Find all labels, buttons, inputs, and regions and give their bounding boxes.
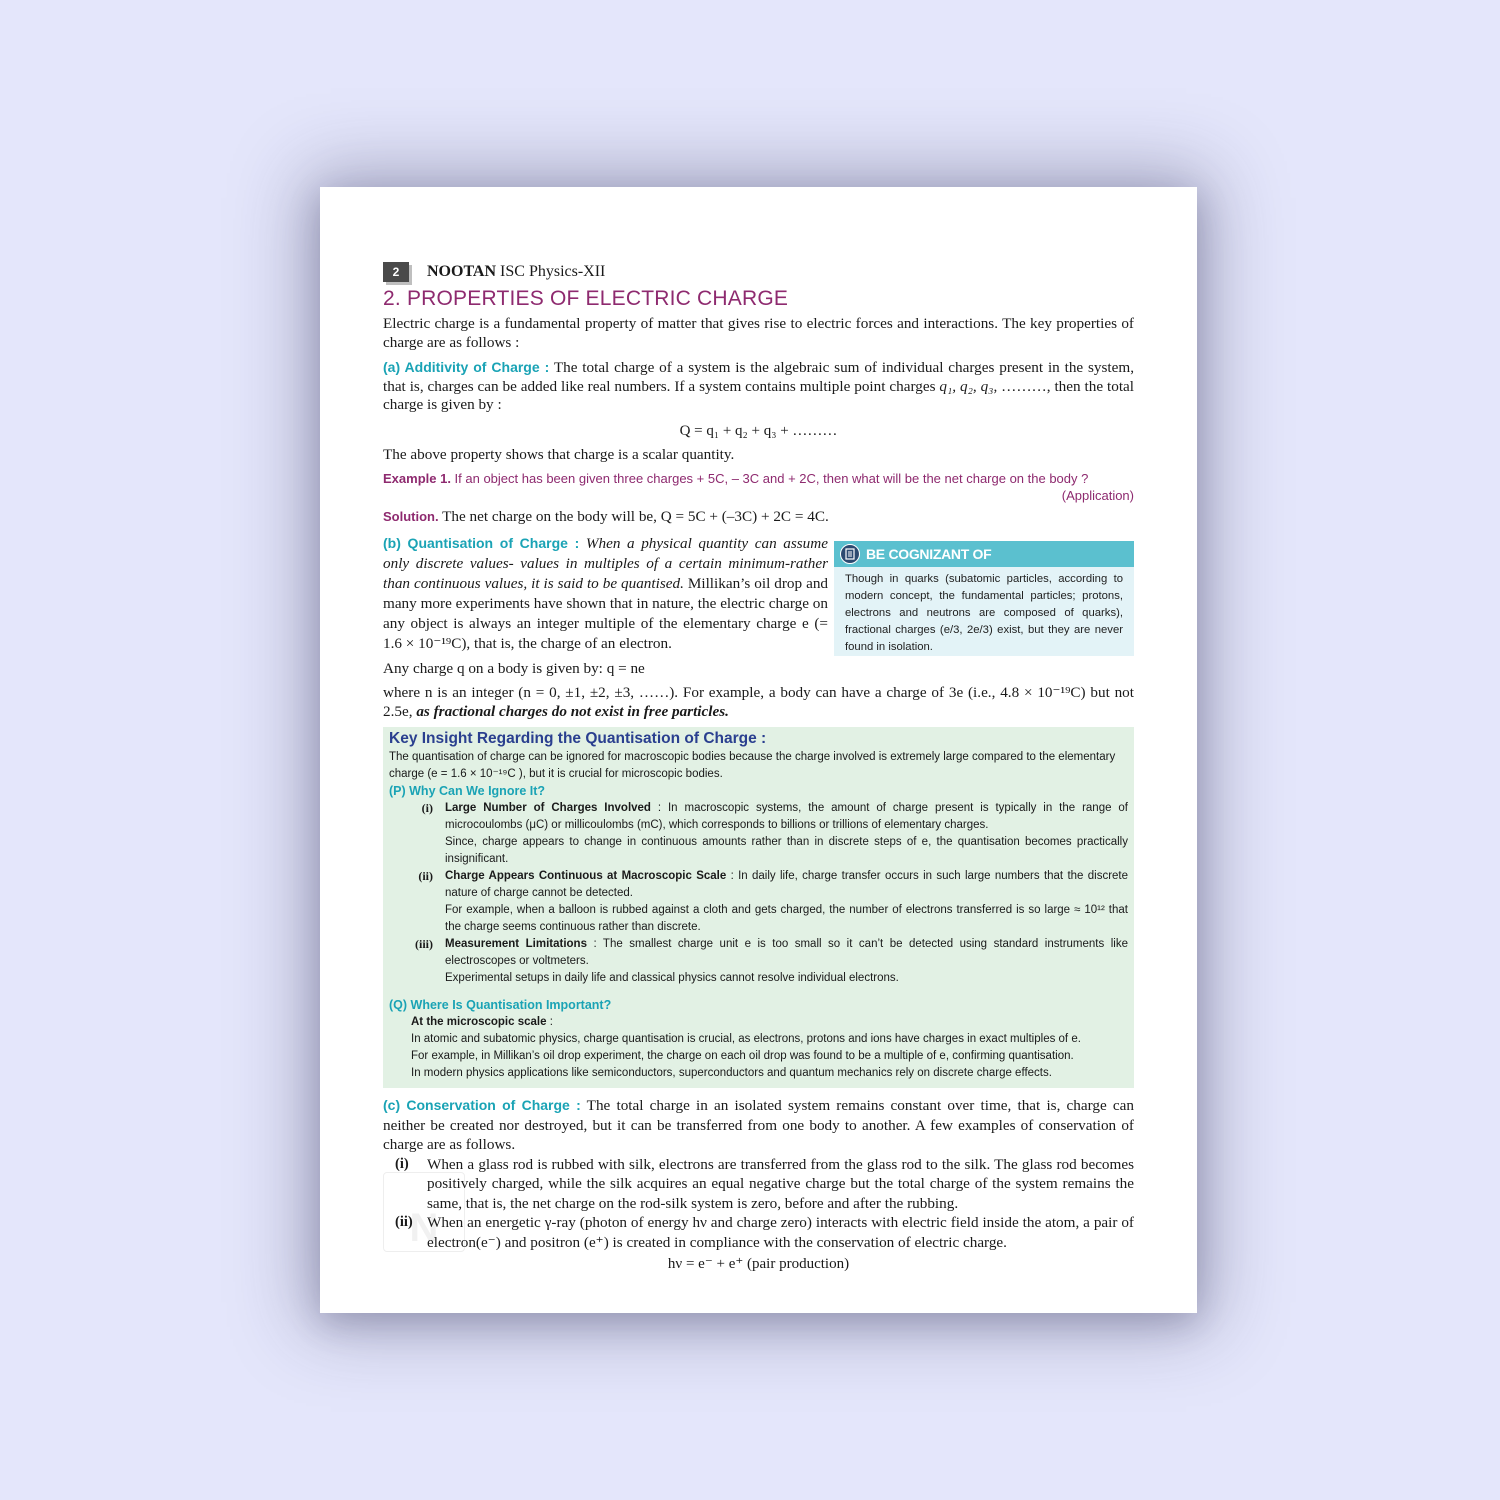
section-title: 2. PROPERTIES OF ELECTRIC CHARGE [383, 287, 789, 310]
watermark-logo: N [383, 1172, 465, 1252]
conservation-item: (ii) When an energetic γ-ray (photon of energy hν and charge zero) interacts with electric field inside the atom, a pair of electron(e⁻) and positron (e⁺) is created in compliance with the conservation of electric charge. [395, 1214, 1134, 1251]
quantisation-formula: Any charge q on a body is given by: q = ne [383, 659, 645, 677]
conservation-item: (i) When a glass rod is rubbed with silk, electrons are transferred from the glass rod to the silk. The glass rod becomes positively charged, while the silk acquires an equal negative charge but the total charge of the system remains the same, that is, the net charge on the rod-silk system is zero, before and after the rubbing. [395, 1155, 1134, 1212]
quantisation-paragraph: (b) Quantisation of Charge : When a physical quantity can assume only discrete values- values in multiples of a certain minimum-rather than continuous values, it is said to be quantised. Millikan’s oil drop and many more experiments have shown that in nature, the electric charge on any object is always an integer multiple of the elementary charge e (= 1.6 × 10⁻¹⁹C), that is, the charge of an electron. [383, 534, 829, 652]
where-important-body: At the microscopic scale : In atomic and subatomic physics, charge quantisation is crucial, as electrons, protons and ions have charges in exact multiples of e. For example, in Millikan’s oil drop experiment, the charge on each oil drop was found to be a multiple of e, confirming quantisation. In modern physics applications like semiconductors, superconductors and quantum mechanics rely on discrete charge effects. [411, 1014, 1128, 1082]
additivity-equation: Q = q₁ + q₂ + q₃ + ……… [679, 422, 838, 439]
solution-label: Solution. [383, 509, 439, 524]
where-important-line: In modern physics applications like semiconductors, superconductors and quantum mechanics rely on discrete charge effects. [411, 1067, 1052, 1079]
additivity-conclusion: The above property shows that charge is a scalar quantity. [383, 445, 735, 463]
page-number: 2 [383, 262, 409, 282]
additivity-paragraph: (a) Additivity of Charge : The total charge of a system is the algebraic sum of individual charges present in the system, that is, charges can be added like real numbers. If a system contains multiple point charges q₁, q₂, q₃, ………, then the total charge is given by : [383, 359, 1134, 413]
insight-item: (i) Large Number of Charges Involved : In macroscopic systems, the amount of charge present is typically in the range of microcoulombs (μC) or millicoulombs (mC), which corresponds to billions or trillions of elementary charges. Since, charge appears to change in continuous amounts rather than in discrete steps of e, the quantisation becomes practically insignificant. [421, 801, 1128, 865]
book-title [427, 263, 605, 281]
key-insight-box [383, 727, 1134, 1088]
example-label: Example 1. [383, 471, 451, 486]
example-question: Example 1. If an object has been given three charges + 5C, – 3C and + 2C, then what will be the net charge on the body ? [383, 471, 1089, 486]
conservation-heading: (c) Conservation of Charge : [383, 1097, 581, 1113]
pair-production-equation: hν = e⁻ + e⁺ (pair production) [667, 1256, 850, 1272]
key-insight-intro: The quantisation of charge can be ignored for macroscopic bodies because the charge involved is extremely large compared to the elementary charge (e = 1.6 × 10⁻¹⁹C ), but it is crucial for microscopic bodies. [389, 751, 1116, 780]
book-name: ISC Physics-XII [500, 263, 606, 280]
running-header [383, 261, 1134, 283]
document-page [320, 187, 1197, 1313]
quantisation-heading: (b) Quantisation of Charge : [383, 534, 580, 551]
conservation-paragraph: (c) Conservation of Charge : The total charge in an isolated system remains constant over time, that is, charge can neither be created nor destroyed, but it can be transferred from one body to another. A few examples of conservation of charge are as follows. [383, 1097, 1134, 1153]
cognizant-text: Though in quarks (subatomic particles, according to modern concept, the fundamental particles; protons, electrons and neutrons are composed of quarks), fractional charges (e/3, 2e/3) exist, but they are never found in isolation. [845, 572, 1123, 653]
insight-item: (ii) Charge Appears Continuous at Macroscopic Scale : In daily life, charge transfer occurs in such large numbers that the discrete nature of charge cannot be detected. For example, when a balloon is rubbed against a cloth and gets charged, the number of electrons transferred is so large ≈ 10¹² that the charge seems continuous rather than discrete. [418, 869, 1129, 933]
cognizant-sidebar [834, 541, 1134, 656]
quantisation-section [383, 533, 1134, 654]
where-important-line: In atomic and subatomic physics, charge quantisation is crucial, as electrons, protons and ions have charges in exact multiples of e. [411, 1033, 1081, 1045]
why-ignore-heading: (P) Why Can We Ignore It? [389, 784, 546, 798]
where-important-heading: (Q) Where Is Quantisation Important? [389, 998, 612, 1012]
document-icon [840, 544, 860, 564]
conservation-section [383, 1096, 1134, 1273]
where-important-line: For example, in Millikan’s oil drop experiment, the charge on each oil drop was found to be a multiple of e, confirming quantisation. [411, 1050, 1074, 1062]
additivity-heading: (a) Additivity of Charge : [383, 359, 550, 375]
quantisation-where: where n is an integer (n = 0, ±1, ±2, ±3, ……). For example, a body can have a charge of 3e (i.e., 4.8 × 10⁻¹⁹C) but not 2.5e, as fractional charges do not exist in free particles. [383, 684, 1134, 720]
example-solution: Solution. The net charge on the body will be, Q = 5C + (–3C) + 2C = 4C. [383, 508, 829, 525]
section-intro: Electric charge is a fundamental property of matter that gives rise to electric forces and interactions. The key properties of charge are as follows : [383, 315, 1134, 351]
example-tag: (Application) [1061, 488, 1134, 503]
page-content [383, 261, 1134, 1273]
key-insight-title: Key Insight Regarding the Quantisation of Charge : [389, 730, 767, 747]
cognizant-title: BE COGNIZANT OF [866, 545, 992, 562]
insight-item: (iii) Measurement Limitations : The smallest charge unit e is too small so it can’t be detected using standard instruments like electroscopes or voltmeters. Experimental setups in daily life and classical physics cannot resolve individual electrons. [415, 937, 1128, 984]
brand-name: NOOTAN [427, 263, 497, 280]
cognizant-header [834, 541, 1134, 567]
